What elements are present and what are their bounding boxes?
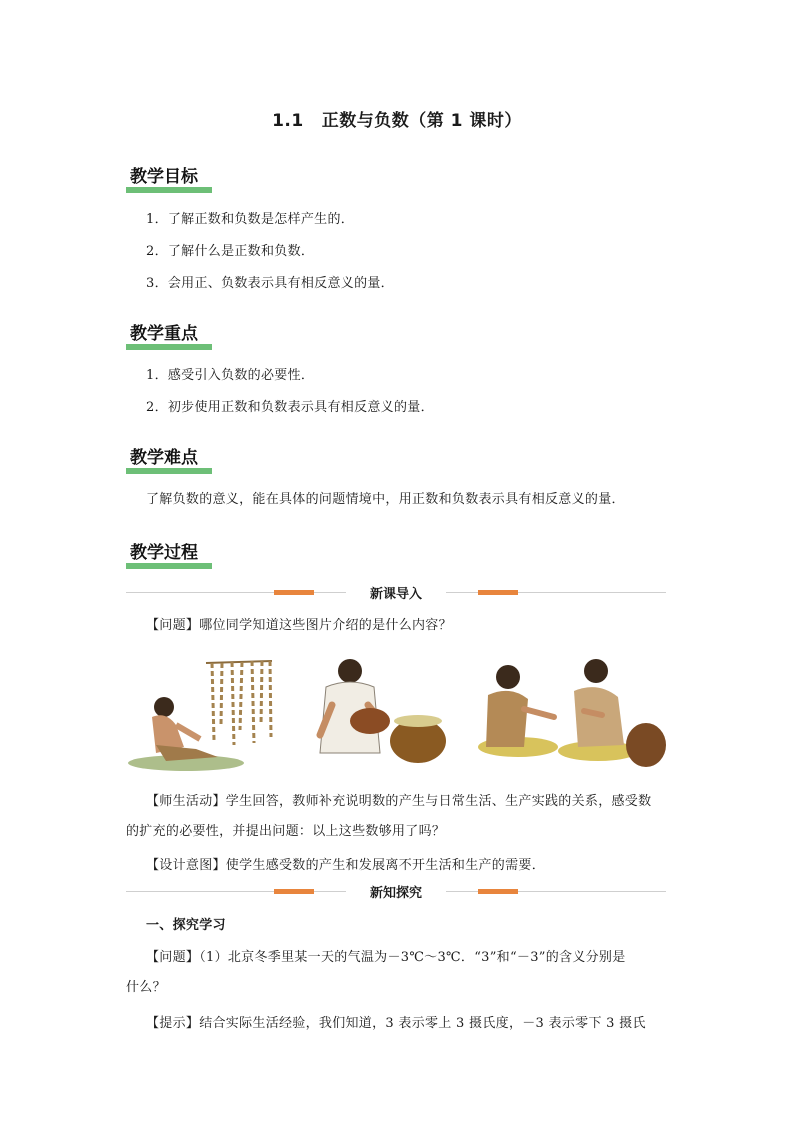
explore-question: 什么？ (126, 980, 166, 995)
heading-underline (126, 468, 212, 474)
heading-key-points: 教学重点 (126, 319, 202, 346)
key-point-item: 2．初步使用正数和负数表示具有相反意义的量． (146, 400, 434, 415)
divider-dash (478, 889, 518, 894)
heading-objectives: 教学目标 (126, 162, 202, 189)
heading-difficulties: 教学难点 (126, 443, 202, 470)
pottery-illustration (298, 655, 450, 765)
activity-text: 【师生活动】学生回答，教师补充说明数的产生与日常生活、生产实践的关系，感受数 (146, 794, 652, 809)
knot-tying-illustration (126, 655, 276, 773)
page-title (0, 106, 794, 131)
heading-process: 教学过程 (126, 538, 202, 565)
explore-hint: 【提示】结合实际生活经验，我们知道，3 表示零上 3 摄氏度，－3 表示零下 3 摄氏 (146, 1016, 646, 1031)
divider-explore (126, 886, 666, 901)
objective-item: 1．了解正数和负数是怎样产生的． (146, 212, 355, 227)
heading-underline (126, 187, 212, 193)
design-text: 【设计意图】使学生感受数的产生和发展离不开生活和生产的需要． (146, 858, 546, 873)
divider-dash (274, 590, 314, 595)
title-text: 正数与负数（第 1 课时） (321, 111, 522, 131)
divider-dash (478, 590, 518, 595)
divider-label: 新知探究 (346, 882, 446, 901)
counting-illustration (478, 655, 668, 770)
section-number: 1.1 (272, 111, 304, 131)
divider-label: 新课导入 (346, 583, 446, 602)
objective-item: 3．会用正、负数表示具有相反意义的量． (146, 276, 394, 291)
key-point-item: 1．感受引入负数的必要性． (146, 368, 315, 383)
objective-item: 2．了解什么是正数和负数． (146, 244, 315, 259)
activity-text: 的扩充的必要性，并提出问题：以上这些数够用了吗？ (126, 824, 446, 839)
explore-subheading: 一、探究学习 (146, 918, 226, 933)
divider-dash (274, 889, 314, 894)
difficulty-text: 了解负数的意义，能在具体的问题情境中，用正数和负数表示具有相反意义的量． (146, 492, 625, 507)
divider-intro (126, 587, 666, 602)
heading-underline (126, 563, 212, 569)
heading-underline (126, 344, 212, 350)
explore-question: 【问题】（1）北京冬季里某一天的气温为－3℃～3℃．“3”和“－3”的含义分别是 (146, 950, 626, 965)
intro-question: 【问题】哪位同学知道这些图片介绍的是什么内容？ (146, 618, 452, 633)
